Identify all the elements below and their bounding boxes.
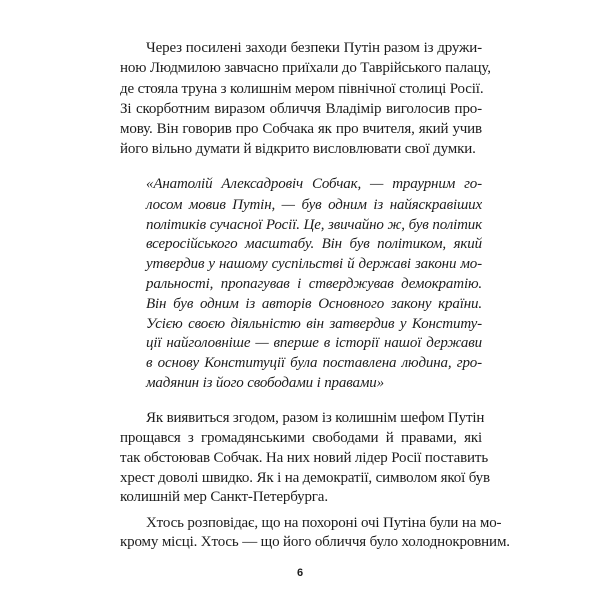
quote-line: Він був одним із авторів Основного закону країни. [146,296,482,312]
text-line: колишній мер Санкт-Петербурга. [120,489,328,505]
quote-line: мадянин із його свободами і правами» [146,375,384,391]
text-line: ною Людмилою завчасно приїхали до Таврійського палацу, [120,60,491,76]
quote-line: «Анатолій Алексадровіч Собчак, — траурним го- [146,176,482,192]
text-line: Хтось розповідає, що на похороні очі Путіна були на мо- [146,515,502,531]
page-number: 6 [296,567,304,579]
quote-line: всеросійського масштабу. Він був політиком, який [146,236,482,252]
quote-line: лосом мовив Путін, — був одним із найяскравіших [146,197,482,213]
text-line: Через посилені заходи безпеки Путін разом із дружи- [146,40,482,56]
quote-line: ції найголовніше — вперше в історії нашої держави [146,335,482,351]
quote-line: ральності, пропагував і стверджував демократію. [146,276,482,292]
text-line: його вільно думати й відкрито висловлювати свої думки. [120,141,476,157]
quote-line: політиків сучасної Росії. Це, звичайно ж, був політик [146,217,482,233]
quote-line: в основу Конституції була поставлена людина, гро- [146,355,482,371]
quote-line: Усією своєю діяльністю він затвердив у Конститу- [146,316,482,332]
text-line: так обстоював Собчак. На них новий лідер Росії поставить [120,450,489,466]
text-line: хрест доволі швидко. Як і на демократії, символом якої був [120,470,490,486]
text-line: Як виявиться згодом, разом із колишнім шефом Путін [146,410,485,426]
text-line: мову. Він говорив про Собчака як про вчителя, який учив [120,121,482,137]
text-line: Зі скорботним виразом обличчя Владімір виголосив про- [120,101,482,117]
text-line: де стояла труна з колишнім мером північної столиці Росії. [120,81,484,97]
text-line: крому місці. Хтось — що його обличчя було холоднокровним. [120,534,510,550]
text-line: прощався з громадянськими свободами й правами, які [120,430,482,446]
quote-line: утвердив у нашому суспільстві й державі закони мо- [146,256,482,272]
